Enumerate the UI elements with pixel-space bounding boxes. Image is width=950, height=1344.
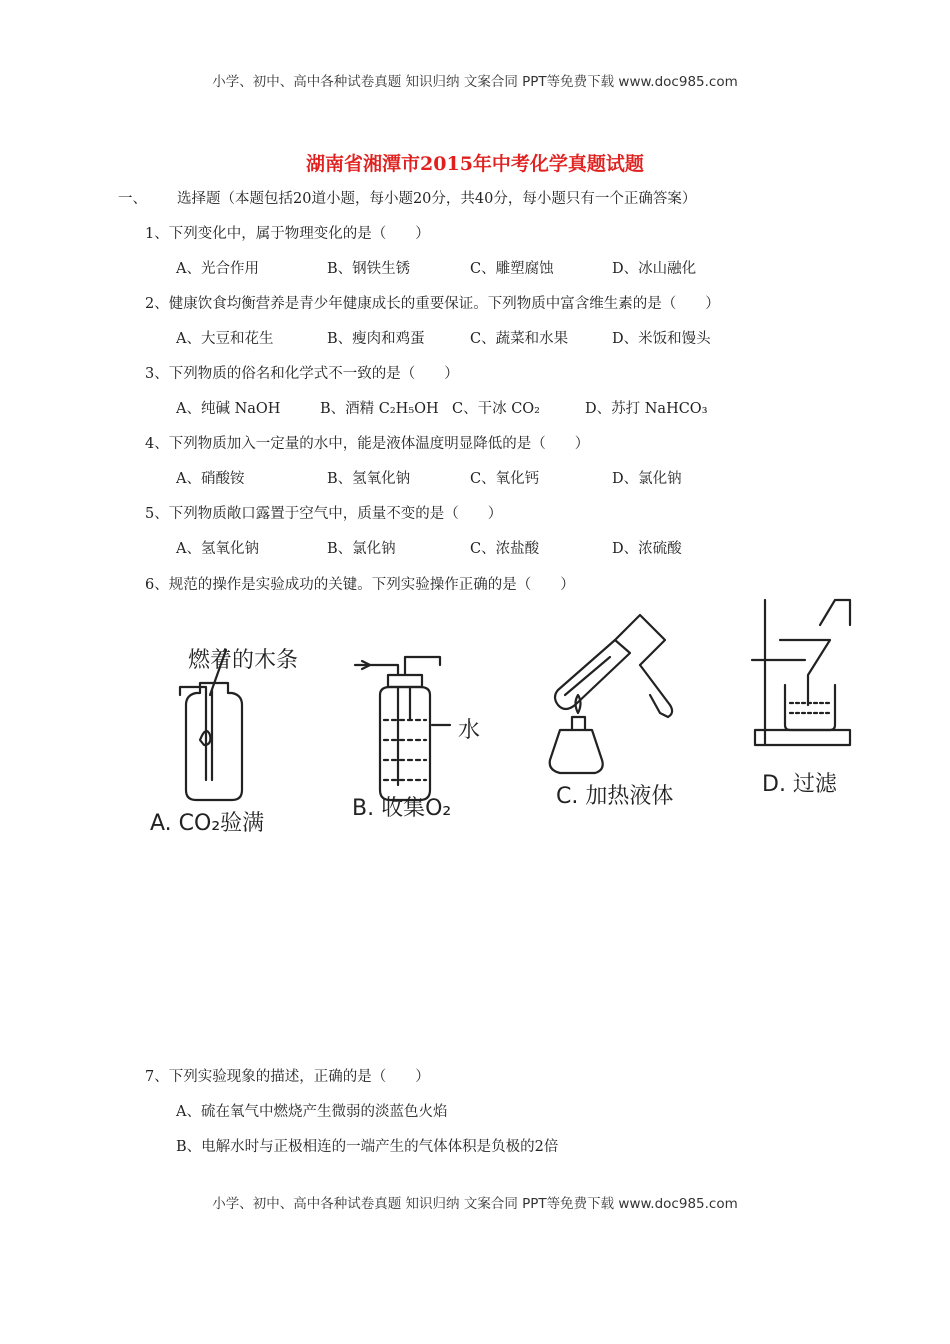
- section-heading: 选择题（本题包括20道小题，每小题20分，共40分，每小题只有一个正确答案）: [177, 191, 697, 207]
- question-2-stem: 2、健康饮食均衡营养是青少年健康成长的重要保证。下列物质中富含维生素的是（ ）: [145, 296, 720, 312]
- q3-option-a: A、纯碱 NaOH: [176, 401, 281, 417]
- figure-b-label: 水: [458, 718, 481, 743]
- q1-option-d: D、冰山融化: [612, 261, 697, 277]
- figure-b-caption: B. 收集O₂: [352, 796, 452, 821]
- page-footer: 小学、初中、高中各种试卷真题 知识归纳 文案合同 PPT等免费下载 www.doc985.com: [212, 1196, 738, 1212]
- q4-option-d: D、氯化钠: [612, 471, 682, 487]
- q7-option-a: A、硫在氧气中燃烧产生微弱的淡蓝色火焰: [176, 1104, 448, 1120]
- q5-option-d: D、浓硫酸: [612, 541, 682, 557]
- figure-d-funnel-icon: [752, 600, 850, 745]
- figure-a-caption: A. CO₂验满: [150, 811, 265, 835]
- q2-option-a: A、大豆和花生: [176, 331, 274, 347]
- q5-option-c: C、浓盐酸: [470, 541, 540, 557]
- figure-a-label: 燃着的木条: [188, 648, 299, 673]
- q4-option-b: B、氢氧化钠: [327, 471, 411, 487]
- question-7-stem: 7、下列实验现象的描述，正确的是（ ）: [145, 1069, 430, 1085]
- q4-option-a: A、硝酸铵: [176, 471, 245, 487]
- section-number: 一、: [118, 191, 147, 207]
- question-3-stem: 3、下列物质的俗名和化学式不一致的是（ ）: [145, 366, 459, 382]
- q1-option-a: A、光合作用: [176, 261, 259, 277]
- q3-option-b: B、酒精 C₂H₅OH: [320, 401, 439, 417]
- q7-option-b: B、电解水时与正极相连的一端产生的气体体积是负极的2倍: [176, 1139, 559, 1155]
- q1-option-b: B、钢铁生锈: [327, 261, 411, 277]
- question-5-stem: 5、下列物质敞口露置于空气中，质量不变的是（ ）: [145, 506, 503, 522]
- q2-option-b: B、瘦肉和鸡蛋: [327, 331, 425, 347]
- question-1-stem: 1、下列变化中，属于物理变化的是（ ）: [145, 226, 430, 242]
- question-6-stem: 6、规范的操作是实验成功的关键。下列实验操作正确的是（ ）: [145, 577, 575, 593]
- lab-operations-figure: [140, 595, 860, 835]
- q5-option-a: A、氢氧化钠: [176, 541, 259, 557]
- q2-option-c: C、蔬菜和水果: [470, 331, 569, 347]
- q5-option-b: B、氯化钠: [327, 541, 396, 557]
- exam-title: 湖南省湘潭市2015年中考化学真题试题: [306, 153, 644, 175]
- q2-option-d: D、米饭和馒头: [612, 331, 711, 347]
- figure-c-caption: C. 加热液体: [556, 784, 674, 809]
- q3-option-d: D、苏打 NaHCO₃: [585, 401, 708, 417]
- figure-d-caption: D. 过滤: [762, 772, 837, 797]
- q3-option-c: C、干冰 CO₂: [452, 401, 540, 417]
- figure-c-test-tube-icon: [550, 615, 672, 773]
- question-4-stem: 4、下列物质加入一定量的水中，能是液体温度明显降低的是（ ）: [145, 436, 590, 452]
- page-header: 小学、初中、高中各种试卷真题 知识归纳 文案合同 PPT等免费下载 www.doc985.com: [212, 74, 738, 90]
- q4-option-c: C、氧化钙: [470, 471, 540, 487]
- q1-option-c: C、雕塑腐蚀: [470, 261, 554, 277]
- figure-b-wash-bottle-icon: [355, 657, 450, 800]
